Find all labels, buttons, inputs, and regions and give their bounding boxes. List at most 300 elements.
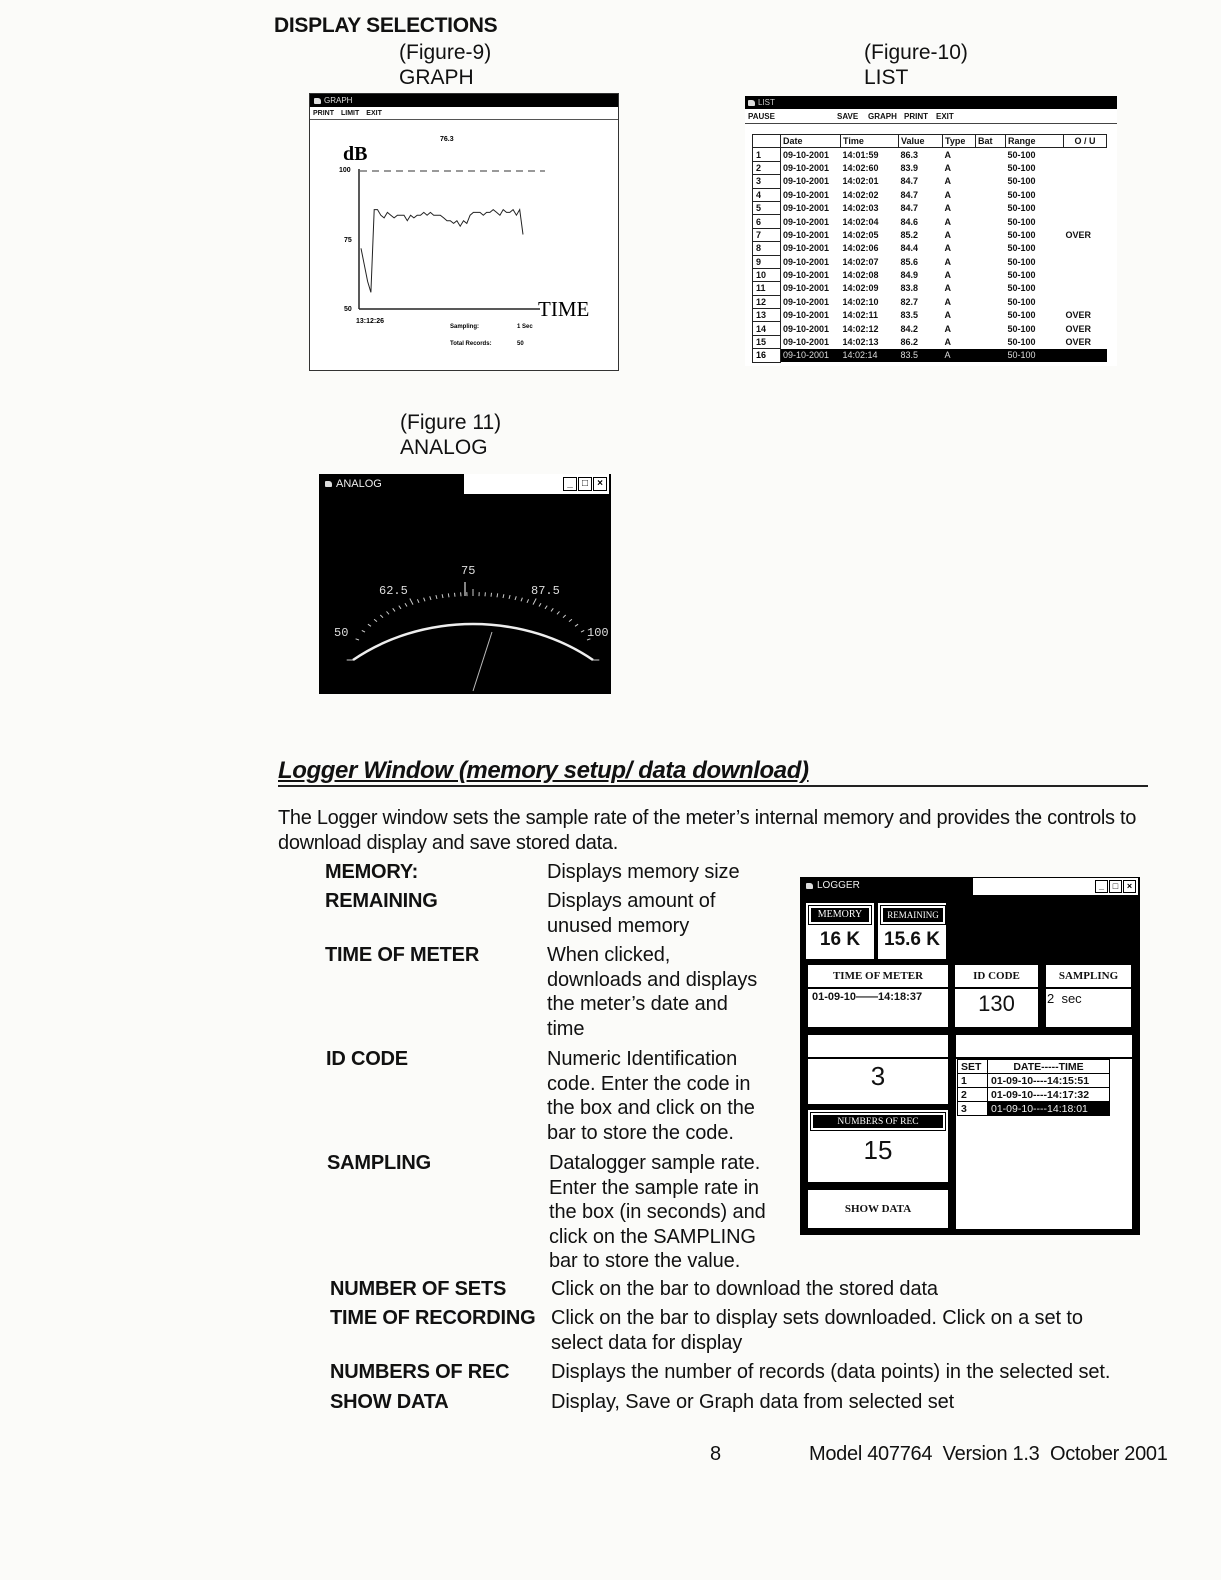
gauge-tick [356, 639, 359, 640]
gauge-tick [521, 598, 522, 602]
description-line: Displays amount of [547, 890, 716, 912]
col-range: Range [1006, 135, 1064, 148]
list-window [745, 96, 1117, 366]
maximize-icon[interactable]: □ [578, 477, 592, 491]
set-row[interactable] [958, 1088, 1110, 1102]
sampling-button[interactable]: SAMPLING [1046, 965, 1131, 987]
cell-date: 09-10-2001 [781, 255, 841, 268]
cell-type: A [944, 229, 951, 240]
cell-range: 50-100 [1007, 337, 1036, 348]
gauge-tick [393, 608, 395, 611]
description-line: When clicked, [547, 944, 671, 966]
app-icon [748, 100, 755, 106]
memory-label[interactable]: MEMORY [809, 906, 871, 924]
gauge-tick [399, 606, 401, 609]
gauge-tick [374, 619, 377, 621]
table-row[interactable] [753, 322, 1107, 335]
definition-term: SHOW DATA [330, 1391, 449, 1413]
cell-value: 84.7 [900, 189, 919, 200]
figure-number: (Figure 11) [400, 411, 502, 434]
window-title: LOGGER [817, 880, 860, 891]
menu-save[interactable]: SAVE [837, 112, 859, 121]
cell-index: 4 [753, 188, 781, 201]
gauge-tick [442, 594, 443, 598]
cell-type: A [944, 323, 951, 334]
time-of-meter-button[interactable]: TIME OF METER [808, 965, 948, 987]
table-row[interactable] [753, 215, 1107, 228]
window-controls [973, 878, 1138, 895]
table-row[interactable] [753, 242, 1107, 255]
cell-date: 09-10-2001 [781, 335, 841, 348]
logger-window [800, 877, 1140, 1235]
gauge-tick [497, 593, 498, 597]
show-data-button[interactable]: SHOW DATA [808, 1190, 948, 1228]
sampling-value: 1 Sec [517, 324, 533, 330]
cell-set: 2 [958, 1088, 988, 1102]
cell-bat [976, 255, 1006, 268]
cell-value: 83.8 [900, 283, 919, 294]
total-records-value: 50 [517, 341, 524, 347]
cell-date: 09-10-2001 [781, 349, 841, 362]
description-line: Click on the bar to display sets downloaded. Click on a set to [551, 1307, 1083, 1329]
cell-index: 8 [753, 242, 781, 255]
cell-over-under [1064, 161, 1107, 174]
table-row[interactable] [753, 268, 1107, 281]
footer-model-info: Model 407764 Version 1.3 October 2001 [809, 1443, 1168, 1465]
scale-label-50: 50 [334, 626, 349, 640]
cell-bat [976, 242, 1006, 255]
gauge-tick [509, 595, 510, 599]
scale-label-62-5: 62.5 [379, 584, 408, 598]
figure-number: (Figure-10) [864, 41, 968, 64]
scale-label-100: 100 [587, 626, 609, 640]
col-value: Value [899, 135, 943, 148]
cell-type: A [944, 162, 951, 173]
close-icon[interactable]: × [1123, 880, 1136, 893]
y-tick-50: 50 [344, 306, 352, 313]
table-row[interactable] [753, 175, 1107, 188]
set-row[interactable] [958, 1102, 1110, 1116]
cell-time: 14:02:11 [842, 310, 879, 321]
gauge-tick [533, 599, 536, 605]
cell-value: 83.5 [900, 310, 919, 321]
gauge-tick [430, 596, 431, 600]
figure-number: (Figure-9) [399, 41, 492, 64]
definition-description [547, 943, 757, 1041]
cell-date: 09-10-2001 [781, 282, 841, 295]
table-row[interactable] [753, 255, 1107, 268]
col-index [753, 135, 781, 148]
cell-over-under [1064, 295, 1107, 308]
cell-range: 50-100 [1006, 349, 1064, 362]
cell-time: 14:02:14 [841, 349, 899, 362]
cell-index: 10 [753, 268, 781, 281]
cell-date-time: 01-09-10----14:15:51 [988, 1074, 1110, 1088]
cell-type: A [944, 243, 951, 254]
table-row[interactable] [753, 309, 1107, 322]
cell-index: 15 [753, 335, 781, 348]
cell-over-under [1064, 201, 1107, 214]
col-set: SET [958, 1060, 988, 1074]
cell-type: A [944, 296, 951, 307]
gauge-tick [551, 608, 553, 611]
cell-time: 14:02:03 [842, 203, 879, 214]
maximize-icon[interactable]: □ [1109, 880, 1122, 893]
cell-time: 14:02:04 [842, 216, 879, 227]
list-menu-bar [745, 109, 1117, 124]
cell-value: 85.6 [900, 256, 919, 267]
id-code-input[interactable]: 130 [955, 989, 1038, 1027]
cell-bat [976, 349, 1006, 362]
figure-label: LIST [864, 66, 909, 89]
figure-10-caption [864, 40, 968, 90]
definition-description [547, 1047, 755, 1145]
cell-date: 09-10-2001 [781, 309, 841, 322]
gauge-tick [569, 619, 572, 621]
menu-exit[interactable]: EXIT [936, 112, 954, 121]
cell-date: 09-10-2001 [781, 148, 841, 161]
cell-bat [976, 268, 1006, 281]
cell-over-under [1064, 175, 1107, 188]
gauge-tick [455, 593, 456, 597]
cell-date: 09-10-2001 [781, 215, 841, 228]
cell-type: A [944, 176, 951, 187]
app-icon [314, 98, 321, 104]
minimize-icon[interactable]: _ [1095, 880, 1108, 893]
cell-type: A [944, 189, 951, 200]
current-value: 76.3 [440, 136, 454, 143]
cell-bat [976, 335, 1006, 348]
cell-type: A [944, 283, 951, 294]
cell-date: 09-10-2001 [781, 295, 841, 308]
description-line: Displays the number of records (data points) in the selected set. [551, 1361, 1111, 1383]
description-line: click on the SAMPLING [549, 1225, 756, 1248]
cell-range: 50-100 [1007, 229, 1036, 240]
graph-plot [310, 121, 618, 371]
cell-time: 14:02:60 [842, 162, 879, 173]
total-records-label: Total Records: [450, 341, 492, 347]
description-line: the box and click on the [547, 1097, 755, 1119]
cell-index: 14 [753, 322, 781, 335]
description-line: Enter the sample rate in [549, 1176, 759, 1199]
description-line: unused memory [547, 914, 690, 937]
cell-range: 50-100 [1007, 270, 1036, 281]
page-number: 8 [710, 1443, 721, 1465]
cell-over-under: OVER [1065, 229, 1092, 240]
cell-bat [976, 161, 1006, 174]
gauge-tick [436, 595, 437, 599]
cell-date: 09-10-2001 [781, 242, 841, 255]
definition-term: TIME OF METER [325, 944, 480, 966]
cell-time: 14:02:13 [842, 337, 879, 348]
cell-range: 50-100 [1007, 283, 1036, 294]
cell-time: 14:01:59 [842, 149, 879, 160]
cell-index: 13 [753, 309, 781, 322]
cell-bat [976, 175, 1006, 188]
definition-description [547, 889, 715, 938]
cell-range: 50-100 [1007, 162, 1036, 173]
gauge-arc [353, 624, 593, 660]
cell-range: 50-100 [1007, 203, 1036, 214]
cell-value: 86.2 [900, 337, 919, 348]
definition-description [547, 860, 739, 885]
cell-date: 09-10-2001 [781, 161, 841, 174]
analog-gauge [319, 474, 611, 694]
records-table [752, 134, 1107, 363]
gauge-tick [545, 606, 547, 609]
definition-term: NUMBERS OF REC [330, 1361, 510, 1383]
graph-window-titlebar[interactable] [310, 94, 618, 107]
cell-over-under: OVER [1065, 310, 1092, 321]
menu-pause[interactable]: PAUSE [748, 112, 775, 121]
cell-date: 09-10-2001 [781, 228, 841, 241]
number-of-sets-value: 3 [870, 1061, 886, 1091]
logger-intro-paragraph: The Logger window sets the sample rate of the meter’s internal memory and provides the controls to download display and save stored data. [278, 807, 1137, 854]
cell-type: A [944, 216, 951, 227]
scale-label-87-5: 87.5 [531, 584, 560, 598]
menu-exit[interactable]: EXIT [366, 110, 382, 117]
description-line: bar to store the value. [549, 1250, 741, 1272]
cell-value: 84.2 [900, 323, 919, 334]
cell-bat [976, 295, 1006, 308]
table-row[interactable] [753, 148, 1107, 161]
figure-9-caption [399, 40, 491, 90]
y-tick-100: 100 [339, 167, 351, 174]
set-row[interactable] [958, 1074, 1110, 1088]
definition-term: REMAINING [325, 890, 438, 912]
cell-range: 50-100 [1007, 176, 1036, 187]
table-row[interactable] [753, 335, 1107, 348]
cell-set: 1 [958, 1074, 988, 1088]
gauge-tick [515, 596, 516, 600]
cell-value: 86.3 [900, 149, 919, 160]
window-title: LIST [758, 98, 775, 107]
cell-index: 12 [753, 295, 781, 308]
numbers-of-rec-value: 15 [863, 1135, 893, 1165]
definition-term: ID CODE [326, 1048, 408, 1070]
description-line: the box (in seconds) and [549, 1201, 766, 1223]
cell-over-under: OVER [1065, 323, 1092, 334]
cell-bat [976, 215, 1006, 228]
sets-header-row [958, 1060, 1110, 1074]
cell-type: A [943, 349, 976, 362]
table-row[interactable] [753, 349, 1107, 362]
col-over-under: O / U [1064, 135, 1107, 148]
cell-bat [976, 201, 1006, 214]
figure-11-caption [400, 410, 501, 460]
cell-type: A [944, 310, 951, 321]
gauge-tick [410, 599, 413, 605]
cell-time: 14:02:09 [842, 283, 879, 294]
table-row[interactable] [753, 201, 1107, 214]
menu-print[interactable]: PRINT [313, 110, 334, 117]
cell-type: A [944, 337, 951, 348]
cell-index: 3 [753, 175, 781, 188]
list-window-titlebar[interactable] [745, 96, 1117, 109]
col-date: Date [781, 135, 841, 148]
minimize-icon[interactable]: _ [563, 477, 577, 491]
gauge-tick [387, 611, 390, 614]
section-heading-logger-window: Logger Window (memory setup/ data download) [278, 757, 809, 784]
cell-index: 6 [753, 215, 781, 228]
cell-value: 85.2 [900, 229, 919, 240]
section-heading-display-selections: DISPLAY SELECTIONS [274, 14, 498, 37]
cell-value: 83.9 [900, 162, 919, 173]
table-header-row [753, 135, 1107, 148]
cell-value: 84.4 [900, 243, 919, 254]
cell-index: 2 [753, 161, 781, 174]
cell-range: 50-100 [1007, 149, 1036, 160]
sampling-input[interactable]: 2 sec [1046, 989, 1131, 1027]
cell-date: 09-10-2001 [781, 188, 841, 201]
remaining-value: 15.6 K [884, 929, 940, 950]
id-code-button[interactable]: ID CODE [955, 965, 1038, 987]
y-axis-unit: dB [343, 143, 368, 165]
cell-over-under [1064, 215, 1107, 228]
cell-value: 84.6 [900, 216, 919, 227]
cell-type: A [944, 270, 951, 281]
table-row[interactable] [753, 188, 1107, 201]
menu-print[interactable]: PRINT [904, 112, 928, 121]
cell-over-under: OVER [1065, 337, 1092, 348]
gauge-tick [581, 630, 584, 632]
cell-index: 16 [753, 349, 781, 362]
gauge-tick [448, 593, 449, 597]
cell-range: 50-100 [1007, 243, 1036, 254]
gauge-tick [527, 599, 529, 603]
gauge-tick [405, 603, 407, 606]
figure-label: GRAPH [399, 66, 474, 89]
cell-bat [976, 148, 1006, 161]
col-date-time: DATE-----TIME [988, 1060, 1110, 1074]
cell-value: 82.7 [900, 296, 919, 307]
cell-value: 83.5 [899, 349, 943, 362]
window-title: GRAPH [324, 96, 353, 105]
time-of-recording-button[interactable] [956, 1035, 1132, 1057]
gauge-tick [368, 624, 371, 626]
definition-description [551, 1277, 938, 1302]
cell-bat [976, 282, 1006, 295]
gauge-tick [575, 624, 578, 626]
cell-range: 50-100 [1007, 310, 1036, 321]
menu-limit[interactable]: LIMIT [341, 110, 360, 117]
description-line: bar to store the code. [547, 1121, 734, 1144]
menu-graph[interactable]: GRAPH [868, 112, 897, 121]
cell-time: 14:02:02 [842, 189, 879, 200]
definition-description [551, 1360, 1110, 1385]
description-line: Display, Save or Graph data from selected set [551, 1391, 955, 1413]
description-line: select data for display [551, 1331, 743, 1354]
cell-index: 11 [753, 282, 781, 295]
description-line: Numeric Identification [547, 1048, 738, 1070]
cell-value: 84.7 [900, 176, 919, 187]
gauge-tick [362, 630, 365, 632]
cell-index: 9 [753, 255, 781, 268]
description-line: time [547, 1017, 585, 1040]
remaining-label[interactable]: REMAINING [881, 906, 945, 924]
description-line: Click on the bar to download the stored data [551, 1278, 938, 1300]
col-type: Type [943, 135, 976, 148]
definition-term: MEMORY: [325, 861, 419, 883]
app-icon [806, 883, 813, 889]
cell-over-under [1064, 255, 1107, 268]
cell-range: 50-100 [1007, 323, 1036, 334]
sets-table [957, 1059, 1110, 1116]
window-title: ANALOG [336, 478, 382, 490]
time-of-meter-value: 01-09-10——14:18:37 [808, 989, 948, 1027]
cell-time: 14:02:05 [842, 229, 879, 240]
cell-value: 84.9 [900, 270, 919, 281]
cell-date: 09-10-2001 [781, 175, 841, 188]
definition-term: NUMBER OF SETS [330, 1278, 507, 1300]
cell-index: 5 [753, 201, 781, 214]
cell-range: 50-100 [1007, 216, 1036, 227]
table-row[interactable] [753, 282, 1107, 295]
gauge-tick [417, 599, 419, 603]
cell-over-under [1064, 242, 1107, 255]
x-axis-label: TIME [538, 297, 590, 321]
heading-divider [278, 785, 1148, 787]
gauge-tick [380, 615, 383, 618]
gauge-tick [491, 593, 492, 597]
gauge-tick [503, 594, 504, 598]
cell-date-time: 01-09-10----14:18:01 [988, 1102, 1110, 1116]
cell-time: 14:02:10 [842, 296, 879, 307]
table-row[interactable] [753, 295, 1107, 308]
gauge-tick [563, 615, 566, 618]
gauge-tick [539, 603, 541, 606]
cell-date: 09-10-2001 [781, 201, 841, 214]
gauge-tick [424, 598, 425, 602]
cell-time: 14:02:08 [842, 270, 879, 281]
cell-time: 14:02:06 [842, 243, 879, 254]
description-line: code. Enter the code in [547, 1072, 751, 1095]
cell-set: 3 [958, 1102, 988, 1116]
cell-over-under [1064, 148, 1107, 161]
data-line [361, 210, 523, 293]
memory-value: 16 K [819, 929, 861, 950]
col-bat: Bat [976, 135, 1006, 148]
sampling-label: Sampling: [450, 324, 480, 330]
col-time: Time [841, 135, 899, 148]
description-line: downloads and displays [547, 968, 758, 991]
cell-index: 7 [753, 228, 781, 241]
gauge-tick [557, 611, 560, 614]
cell-value: 84.7 [900, 203, 919, 214]
numbers-of-rec-label: NUMBERS OF REC [811, 1113, 945, 1130]
close-icon[interactable]: × [593, 477, 607, 491]
table-row[interactable] [753, 228, 1107, 241]
cell-range: 50-100 [1007, 189, 1036, 200]
cell-date: 09-10-2001 [781, 322, 841, 335]
cell-type: A [944, 256, 951, 267]
cell-bat [976, 188, 1006, 201]
gauge-needle [473, 632, 492, 691]
cell-over-under [1064, 268, 1107, 281]
cell-range: 50-100 [1007, 296, 1036, 307]
table-row[interactable] [753, 161, 1107, 174]
cell-over-under [1064, 349, 1107, 362]
cell-type: A [944, 203, 951, 214]
cell-time: 14:02:12 [842, 323, 879, 334]
definition-description [551, 1390, 954, 1415]
cell-date-time: 01-09-10----14:17:32 [988, 1088, 1110, 1102]
definition-description [549, 1151, 766, 1274]
start-time: 13:12:26 [356, 318, 385, 325]
y-tick-75: 75 [344, 237, 352, 244]
number-of-sets-button[interactable] [808, 1035, 948, 1057]
cell-bat [976, 322, 1006, 335]
